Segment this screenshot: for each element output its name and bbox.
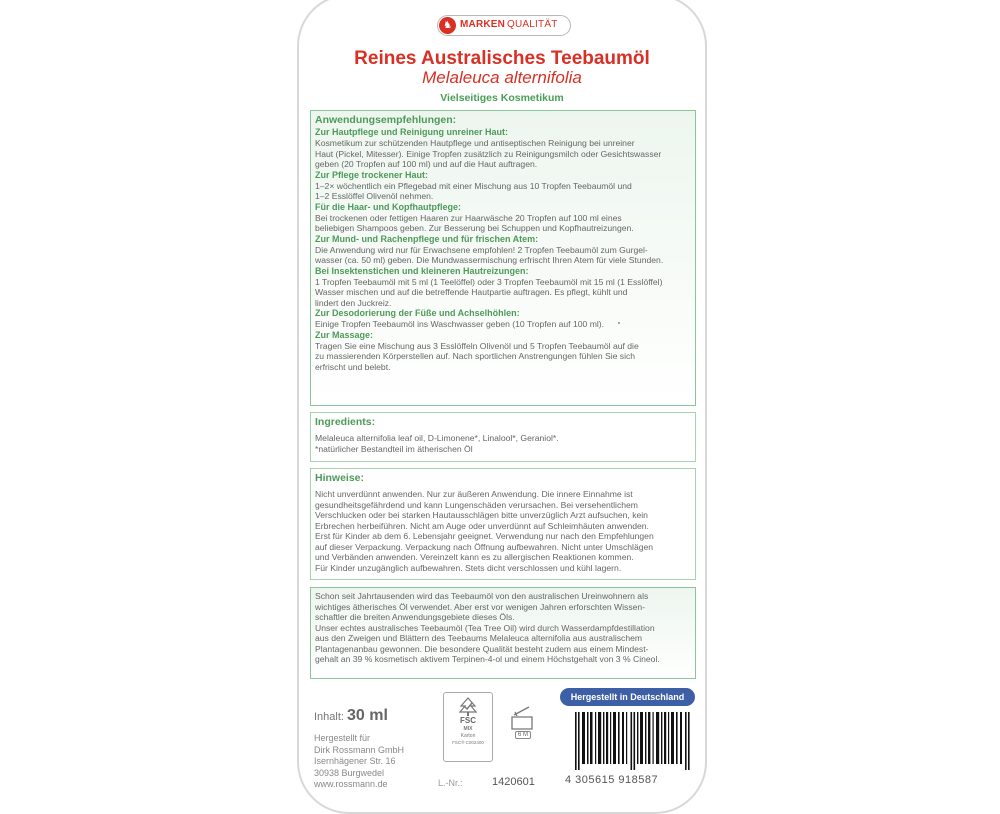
- story-line: wichtiges ätherisches Öl verwendet. Aber erst vor wenigen Jahren erforschten Wissen-: [315, 601, 646, 612]
- story-line: aus den Zweigen und Blättern des Teebaums Melaleuca alternifolia aus australischem: [315, 633, 643, 643]
- address-line: www.rossmann.de: [314, 779, 388, 789]
- usage-block-title: Für die Haar- und Kopfhautpflege:: [315, 201, 461, 212]
- warning-line: Nicht unverdünnt anwenden. Nur zur äußeren Anwendung. Die innere Einnahme ist: [315, 489, 633, 499]
- horse-icon: ♞: [439, 17, 456, 34]
- product-tagline: Vielseitiges Kosmetikum: [440, 92, 564, 104]
- usage-block-title: Zur Mund- und Rachenpflege und für frischen Atem:: [315, 233, 539, 244]
- warning-line: Verschlucken oder bei starken Hautausschlägen bitte unverzüglich Arzt aufsuchen, kein: [315, 510, 648, 520]
- period-after-opening: 6 M: [515, 731, 531, 739]
- ingredients-list: Melaleuca alternifolia leaf oil, D-Limonene*, Linalool*, Geraniol*.: [315, 433, 559, 443]
- ingredients-note: *natürlicher Bestandteil im ätherischen Öl: [315, 444, 473, 454]
- usage-line: Kosmetikum zur schützenden Hautpflege und antiseptischen Reinigung bei unreiner: [315, 138, 635, 148]
- warnings-section: [310, 468, 696, 580]
- markenqualitaet-badge: [437, 15, 571, 36]
- usage-block-title: Zur Pflege trockener Haut:: [315, 169, 429, 180]
- usage-block-title: Zur Massage:: [315, 329, 374, 340]
- address-line: Dirk Rossmann GmbH: [314, 744, 405, 755]
- usage-block-dry-skin: [315, 170, 691, 202]
- usage-line: wasser (ca. 50 ml) geben. Die Mundwassermischung erfrischt Ihren Atem für viele Stunden.: [315, 255, 664, 265]
- usage-block-title: Bei Insektenstichen und kleineren Hautreizungen:: [315, 265, 529, 276]
- fsc-logo: [443, 692, 493, 762]
- usage-line: Tragen Sie eine Mischung aus 3 Esslöffeln Olivenöl und 5 Tropfen Teebaumöl auf die: [315, 340, 639, 351]
- address-line: Hergestellt für: [314, 733, 371, 743]
- tea-tree-story-section: [310, 587, 696, 679]
- lot-number-label: L.-Nr.:: [438, 778, 463, 788]
- warning-line: gesundheitsgefährdend und kann Lungenschäden verursachen. Bei versehentlichem: [315, 499, 638, 510]
- made-in-germany-badge: Hergestellt in Deutschland: [560, 688, 695, 706]
- warning-line: Für Kinder unzugänglich aufbewahren. Stets dicht verschlossen und kühl lagern.: [315, 562, 622, 573]
- product-latin-name: Melaleuca alternifolia: [422, 68, 582, 87]
- usage-section: [310, 110, 696, 406]
- badge-bold-text: MARKEN: [460, 19, 506, 30]
- story-line: schaftler die breiten Anwendungsgebiete dieses Öls.: [315, 612, 515, 622]
- usage-line: Wasser mischen und auf die betreffende Hautpartie auftragen. Es pflegt, kühlt und: [315, 287, 628, 297]
- story-line: gehalt an 39 % kosmetisch aktivem Terpinen-4-ol und einem Höchstgehalt von 3 % Cineol.: [315, 654, 660, 664]
- usage-line: 1–2× wöchentlich ein Pflegebad mit einer Mischung aus 10 Tropfen Teebaumöl und: [315, 180, 632, 191]
- usage-block-massage: [315, 330, 691, 373]
- usage-block-hair: [315, 202, 691, 234]
- usage-line: Bei trockenen oder fettigen Haaren zur Haarwäsche 20 Tropfen auf 100 ml eines: [315, 212, 622, 223]
- ean-number: 4 305615 918587: [565, 774, 659, 786]
- warning-line: und Verbänden anwenden. Vereinzelt kann es zu allergischen Reaktionen kommen.: [315, 552, 634, 562]
- address-line: Isernhägener Str. 16: [314, 756, 396, 766]
- usage-line: zu massierenden Körperstellen auf. Nach sportlichen Anstrengungen fühlen Sie sich: [315, 351, 636, 361]
- fsc-name: FSC: [460, 716, 476, 725]
- warning-line: Erbrechen herbeiführen. Nicht am Auge oder unverdünnt auf Schleimhäuten anwenden.: [315, 520, 649, 531]
- content-label: Inhalt:: [314, 711, 344, 723]
- badge-light-text: QUALITÄT: [507, 19, 558, 30]
- ingredients-section: [310, 412, 696, 462]
- address-line: 30938 Burgwedel: [314, 767, 385, 778]
- content-volume: [314, 707, 388, 725]
- usage-line: Haut (Pickel, Mitesser). Einige Tropfen zusätzlich zu Reinigungsmilch oder Gesichtswasser: [315, 148, 662, 159]
- usage-block-title: Zur Hautpflege und Reinigung unreiner Haut:: [315, 127, 508, 137]
- story-line: Schon seit Jahrtausenden wird das Teebaumöl von den australischen Ureinwohnern als: [315, 591, 649, 601]
- usage-line: beliebigen Shampoos geben. Zur Besserung bei Schuppen und Kopfhautreizungen.: [315, 223, 634, 233]
- warning-line: Erst für Kinder ab dem 6. Lebensjahr geeignet. Verwendung nur nach den Empfehlungen: [315, 531, 654, 541]
- usage-line: erfrischt und belebt.: [315, 361, 391, 372]
- warning-line: auf dieser Verpackung. Verpackung nach Öffnung aufbewahren. Nicht unter Umschlägen: [315, 541, 654, 552]
- fsc-code: FSC® C002400: [452, 740, 484, 745]
- usage-heading: Anwendungsempfehlungen:: [315, 114, 457, 126]
- content-value: 30 ml: [347, 707, 388, 724]
- product-title: Reines Australisches Teebaumöl: [354, 48, 650, 69]
- usage-block-insects: [315, 266, 691, 309]
- fsc-mix: MIX: [463, 726, 473, 732]
- fsc-karton: Karton: [460, 733, 476, 739]
- usage-block-deodorant: [315, 308, 691, 330]
- usage-line: 1–2 Esslöffel Olivenöl nehmen.: [315, 191, 434, 201]
- usage-block-mouth: [315, 234, 691, 266]
- usage-block-skin: [315, 127, 691, 170]
- lot-number: 1420601: [492, 776, 535, 788]
- usage-line: Die Anwendung wird nur für Erwachsene empfohlen! 2 Tropfen Teebaumöl zum Gurgel-: [315, 244, 648, 255]
- usage-line: lindert den Juckreiz.: [315, 297, 392, 308]
- usage-line: Einige Tropfen Teebaumöl ins Waschwasser geben (10 Tropfen auf 100 ml).: [315, 319, 605, 329]
- usage-block-title: Zur Desodorierung der Füße und Achselhöhlen:: [315, 308, 520, 318]
- story-line: Unser echtes australisches Teebaumöl (Tea Tree Oil) wird durch Wasserdampfdestillation: [315, 622, 655, 633]
- warnings-heading: Hinweise:: [315, 472, 365, 484]
- story-line: Plantagenanbau gewonnen. Die besondere Qualität besteht zudem aus einem Mindest-: [315, 643, 649, 654]
- barcode: [575, 712, 690, 770]
- usage-line: 1 Tropfen Teebaumöl mit 5 ml (1 Teelöffel) oder 3 Tropfen Teebaumöl mit 15 ml (1 Esslöffel): [315, 276, 663, 287]
- ingredients-heading: Ingredients:: [315, 416, 376, 428]
- print-speck: [618, 322, 620, 324]
- manufacturer-address: [314, 733, 404, 791]
- usage-line: geben (20 Tropfen auf 100 ml) und auf die Haut auftragen.: [315, 159, 538, 169]
